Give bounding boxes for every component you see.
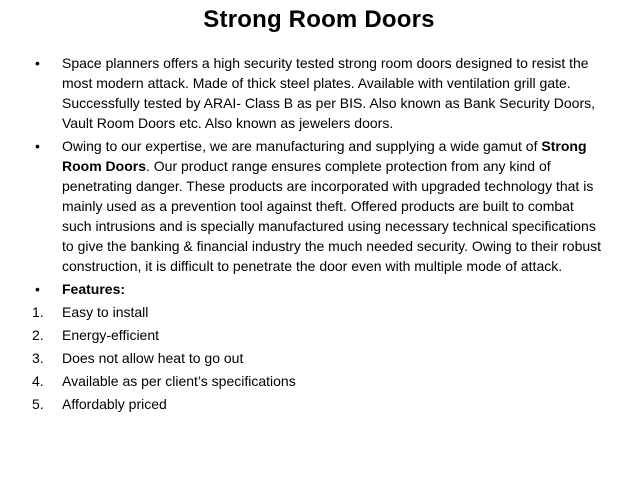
feature-item	[32, 348, 604, 368]
feature-number: 5.	[32, 396, 44, 412]
expertise-text-after: . Our product range ensures complete protection from any kind of penetrating danger. These products are incorporated with upgraded technology that is mainly used as a prevention tool against theft. Offered products are built to combat such intrusions and is specially manufactured using necessary technical specifications to give the banking & financial industry the much needed security. Owing to their robust construction, it is difficult to penetrate the door even with multiple mode of attack.	[62, 158, 602, 274]
feature-text: Easy to install	[62, 304, 149, 320]
expertise-text-before: Owing to our expertise, we are manufacturing and supplying a wide gamut of	[62, 138, 542, 154]
feature-text: Does not allow heat to go out	[62, 350, 244, 366]
slide-title: Strong Room Doors	[203, 6, 435, 33]
slide-content	[32, 53, 604, 417]
bullet-icon: •	[35, 55, 40, 71]
features-heading: Features:	[62, 281, 126, 297]
feature-number: 1.	[32, 304, 44, 320]
feature-number: 4.	[32, 373, 44, 389]
feature-item	[32, 302, 604, 322]
bullet-item-expertise	[32, 136, 604, 276]
feature-number: 2.	[32, 327, 44, 343]
feature-item	[32, 371, 604, 391]
bullet-icon: •	[35, 138, 40, 154]
bullet-icon: •	[35, 281, 40, 297]
bullet-item-features	[32, 279, 604, 299]
product-name: Strong Room Doors	[62, 138, 587, 174]
feature-number: 3.	[32, 350, 44, 366]
feature-item	[32, 325, 604, 345]
feature-text: Energy-efficient	[62, 327, 160, 343]
feature-item	[32, 394, 604, 414]
feature-text: Affordably priced	[62, 396, 167, 412]
bullet-item-description	[32, 53, 604, 133]
description-text: Space planners offers a high security tested strong room doors designed to resist the most modern attack. Made of thick steel plates. Available with ventilation grill gate. Successfully tested by ARAI- Class B as per BIS. Also known as Bank Security Doors, Vault Room Doors etc. Also known as jewelers doors.	[62, 55, 596, 131]
feature-text: Available as per client’s specifications	[62, 373, 296, 389]
